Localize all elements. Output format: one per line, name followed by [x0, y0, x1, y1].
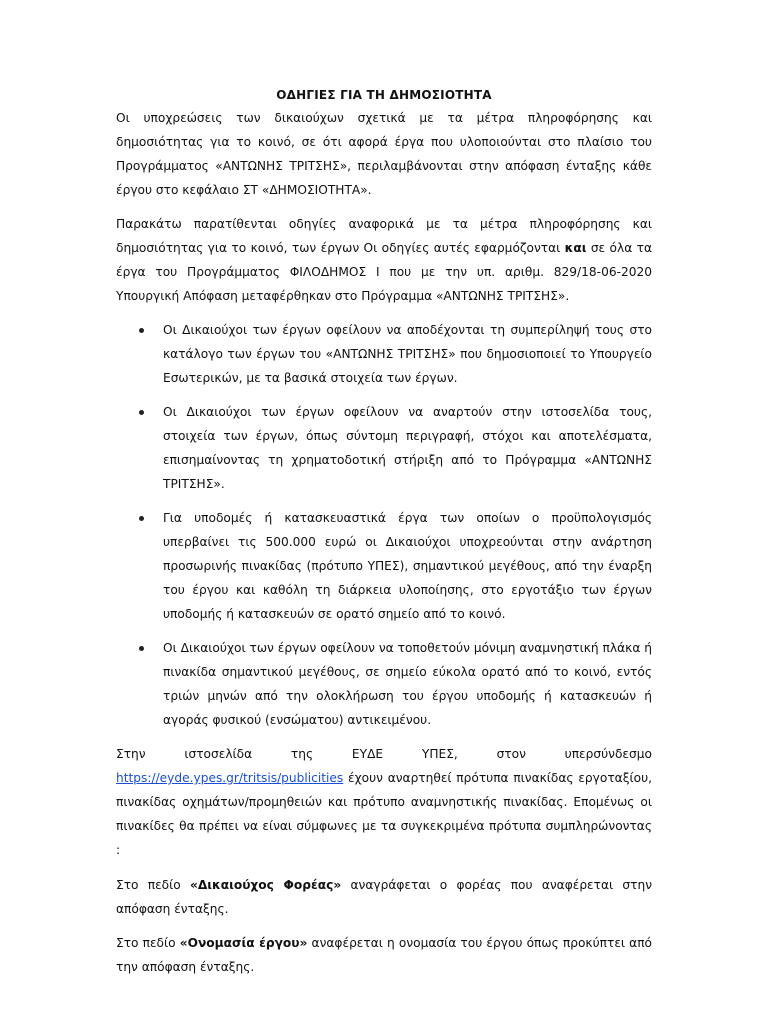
- templates-word: υπερσύνδεσμο: [564, 747, 652, 761]
- list-item-text: Οι Δικαιούχοι των έργων οφείλουν να τοποθετούν μόνιμη αναμνηστική πλάκα ή πινακίδα σημαντικού μεγέθους, σε σημείο εύκολα ορατό από το κοινό, εντός τριών μηνών από την ολοκλήρωση του έργου υποδομής ή κατασκευών ή αγοράς φυσικού (ενσώματου) αντικειμένου.: [163, 641, 652, 727]
- list-item: [116, 506, 652, 626]
- list-item: [116, 636, 652, 732]
- templates-word: στον: [496, 747, 526, 761]
- bullet-icon: [139, 646, 144, 651]
- bullet-icon: [139, 516, 144, 521]
- guidelines-intro-text-1: Παρακάτω παρατίθενται οδηγίες αναφορικά με τα μέτρα πληροφόρησης και δημοσιότητας για το κοινό, των έργων Οι οδηγίες αυτές εφαρμόζονται: [116, 217, 652, 255]
- list-item: [116, 318, 652, 390]
- templates-rest: [116, 766, 652, 862]
- templates-word: Στην: [116, 747, 146, 761]
- templates-word: ιστοσελίδα: [184, 747, 253, 761]
- templates-text: έχουν αναρτηθεί πρότυπα πινακίδας εργοταξίου, πινακίδας οχημάτων/προμηθειών και πρότυπο αναμνηστικής πινακίδας. Επομένως οι πινακίδες θα πρέπει να είναι σύμφωνες με τα συγκεκριμένα πρότυπα συμπληρώνοντας :: [116, 771, 652, 857]
- guidelines-intro-text-2: σε όλα τα έργα του Προγράμματος ΦΙΛΟΔΗΜΟΣ Ι που με την υπ. αριθμ. 829/18-06-2020 Υπουργική Απόφαση μεταφέρθηκαν στο Πρόγραμμα «ΑΝΤΩΝΗΣ ΤΡΙΤΣΗΣ».: [116, 241, 652, 303]
- templates-paragraph: [116, 742, 652, 862]
- guidelines-intro-bold: και: [564, 241, 587, 255]
- intro-paragraph: Οι υποχρεώσεις των δικαιούχων σχετικά με τα μέτρα πληροφόρησης και δημοσιότητας για το κοινό, σε ότι αφορά έργα που υλοποιούνται στο πλαίσιο του Προγράμματος «ΑΝΤΩΝΗΣ ΤΡΙΤΣΗΣ», περιλαμβάνονται στην απόφαση ένταξης κάθε έργου στο κεφάλαιο ΣΤ «ΔΗΜΟΣΙΟΤΗΤΑ».: [116, 111, 652, 197]
- project-name-field-paragraph: [116, 931, 652, 979]
- project-name-text-1: Στο πεδίο: [116, 936, 180, 950]
- list-item-text: Για υποδομές ή κατασκευαστικά έργα των οποίων ο προϋπολογισμός υπερβαίνει τις 500.000 ευρώ οι Δικαιούχοι υποχρεούνται στην ανάρτηση προσωρινής πινακίδας (πρότυπο ΥΠΕΣ), σημαντικού μεγέθους, από την έναρξη του έργου και καθόλη τη διάρκεια υλοποίησης, στο εργοτάξιο των έργων υποδομής ή κατασκευών σε ορατό σημείο από το κοινό.: [163, 511, 652, 621]
- list-item-text: Οι Δικαιούχοι των έργων οφείλουν να αποδέχονται τη συμπερίληψή τους στο κατάλογο των έργων του «ΑΝΤΩΝΗΣ ΤΡΙΤΣΗΣ» που δημοσιοποιεί το Υπουργείο Εσωτερικών, με τα βασικά στοιχεία των έργων.: [163, 323, 652, 385]
- bullet-icon: [139, 328, 144, 333]
- beneficiary-field-paragraph: [116, 873, 652, 921]
- list-item-text: Οι Δικαιούχοι των έργων οφείλουν να αναρτούν στην ιστοσελίδα τους, στοιχεία των έργων, όπως σύντομη περιγραφή, στόχοι και αποτελέσματα, επισημαίνοντας τη χρηματοδοτική στήριξη από το Πρόγραμμα «ΑΝΤΩΝΗΣ ΤΡΙΤΣΗΣ».: [163, 405, 652, 491]
- beneficiary-text-1: Στο πεδίο: [116, 878, 190, 892]
- beneficiary-field-label: «Δικαιούχος Φορέας»: [189, 878, 342, 892]
- project-name-text-2: αναφέρεται η ονομασία του έργου όπως προκύπτει από την απόφαση ένταξης.: [116, 936, 652, 974]
- templates-first-line: [116, 742, 652, 766]
- list-item: [116, 400, 652, 496]
- obligations-list: [116, 318, 652, 732]
- document-title: ΟΔΗΓΙΕΣ ΓΙΑ ΤΗ ΔΗΜΟΣΙΟΤΗΤΑ: [276, 88, 492, 102]
- templates-word: ΥΠΕΣ,: [421, 747, 458, 761]
- templates-word: της: [290, 747, 314, 761]
- bullet-icon: [139, 410, 144, 415]
- templates-word: ΕΥΔΕ: [351, 747, 384, 761]
- beneficiary-text-2: αναγράφεται ο φορέας που αναφέρεται στην απόφαση ένταξης.: [116, 878, 652, 916]
- project-name-field-label: «Ονομασία έργου»: [179, 936, 308, 950]
- publicities-link[interactable]: https://eyde.ypes.gr/tritsis/publicities: [116, 771, 344, 785]
- document-page: [116, 84, 652, 989]
- guidelines-intro-paragraph: [116, 212, 652, 308]
